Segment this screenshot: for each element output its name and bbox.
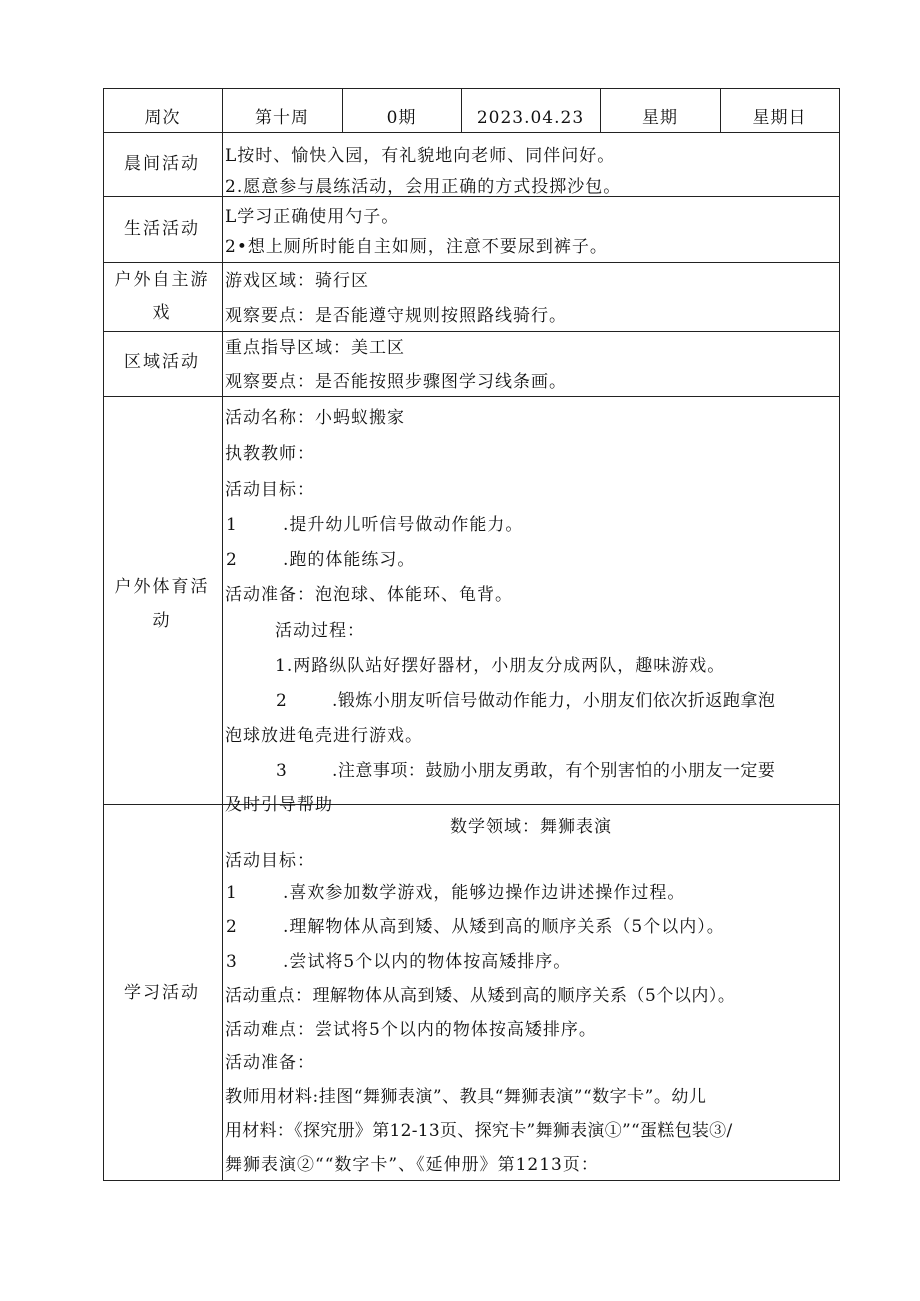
pe-step-2-line-1: .锻炼小朋友听信号做动作能力，小朋友们依次折返跑拿泡 bbox=[332, 691, 776, 711]
term-value: 0期 bbox=[386, 108, 417, 128]
pe-preparation: 活动准备：泡泡球、体能环、龟背。 bbox=[225, 585, 513, 605]
life-line-1: L学习正确使用勺子。 bbox=[225, 207, 400, 227]
life-line-2: 2•想上厕所时能自主如厕，注意不要尿到裤子。 bbox=[225, 237, 608, 257]
pe-goal-title: 活动目标： bbox=[225, 480, 315, 500]
pe-step-1: 1.两路纵队站好摆好器材，小朋友分成两队，趣味游戏。 bbox=[275, 656, 726, 676]
life-label: 生活活动 bbox=[124, 219, 200, 239]
row-divider bbox=[103, 132, 840, 133]
row-divider bbox=[103, 396, 840, 397]
weekday-value: 星期日 bbox=[752, 108, 807, 128]
outdoor-free-area: 游戏区域：骑行区 bbox=[225, 271, 369, 291]
week-value: 第十周 bbox=[255, 108, 309, 128]
table-border-right bbox=[839, 88, 840, 1180]
study-goal-2-number: 2 bbox=[226, 917, 238, 937]
pe-activity-name: 活动名称：小蚂蚁搬家 bbox=[225, 408, 405, 428]
study-difficulty: 活动难点：尝试将5个以内的物体按高矮排序。 bbox=[225, 1020, 597, 1040]
pe-goal-1-number: 1 bbox=[226, 515, 238, 535]
area-focus: 重点指导区域：美工区 bbox=[225, 338, 405, 358]
pe-step-3-line-2: 及时引导帮助 bbox=[225, 795, 333, 815]
pe-step-2-number: 2 bbox=[276, 691, 288, 711]
row-divider bbox=[103, 804, 840, 805]
study-goal-1: .喜欢参加数学游戏，能够边操作边讲述操作过程。 bbox=[283, 883, 686, 903]
study-goal-2: .理解物体从高到矮、从矮到高的顺序关系（5个以内）。 bbox=[283, 917, 725, 937]
pe-goal-1: .提升幼儿听信号做动作能力。 bbox=[283, 515, 524, 535]
study-goal-3-number: 3 bbox=[226, 952, 238, 972]
pe-process-title: 活动过程： bbox=[275, 621, 365, 641]
outdoor-free-label-line-2: 戏 bbox=[152, 303, 172, 323]
morning-line-1: L按时、愉快入园，有礼貌地向老师、同伴问好。 bbox=[225, 146, 616, 166]
study-title: 数学领域：舞狮表演 bbox=[450, 817, 612, 837]
area-label: 区域活动 bbox=[124, 352, 200, 372]
study-material-line-2: 用材料：《探究册》第12-13页、探究卡”舞狮表演①”“蛋糕包装③/ bbox=[225, 1121, 733, 1141]
pe-label-line-1: 户外体育活 bbox=[114, 577, 210, 597]
pe-step-3-line-1: .注意事项：鼓励小朋友勇敢，有个别害怕的小朋友一定要 bbox=[332, 761, 776, 781]
study-key-point: 活动重点：理解物体从高到矮、从矮到高的顺序关系（5个以内）。 bbox=[225, 986, 736, 1006]
study-material-line-1: 教师用材料:挂图“舞狮表演”、教具“舞狮表演”“数字卡”。幼儿 bbox=[225, 1087, 707, 1107]
pe-goal-2: .跑的体能练习。 bbox=[283, 550, 416, 570]
weekday-label: 星期 bbox=[642, 108, 678, 128]
study-goal-1-number: 1 bbox=[226, 883, 238, 903]
area-observation: 观察要点：是否能按照步骤图学习线条画。 bbox=[225, 372, 567, 392]
outdoor-free-label-line-1: 户外自主游 bbox=[114, 270, 210, 290]
week-label: 周次 bbox=[144, 108, 181, 128]
pe-goal-2-number: 2 bbox=[226, 550, 238, 570]
pe-label-line-2: 动 bbox=[152, 611, 172, 631]
outdoor-free-observation: 观察要点：是否能遵守规则按照路线骑行。 bbox=[225, 306, 567, 326]
study-goal-3: .尝试将5个以内的物体按高矮排序。 bbox=[283, 952, 572, 972]
pe-step-2-line-2: 泡球放进龟壳进行游戏。 bbox=[225, 726, 423, 746]
pe-step-3-number: 3 bbox=[276, 761, 288, 781]
table-border-bottom bbox=[103, 1180, 840, 1181]
pe-teacher: 执教教师： bbox=[225, 444, 315, 464]
morning-line-2: 2.愿意参与晨练活动，会用正确的方式投掷沙包。 bbox=[225, 177, 622, 197]
study-label: 学习活动 bbox=[124, 983, 200, 1003]
study-prep-title: 活动准备： bbox=[225, 1053, 315, 1073]
row-divider bbox=[103, 331, 840, 332]
study-material-line-3: 舞狮表演②““数字卡”、《延伸册》第1213页： bbox=[225, 1155, 599, 1175]
morning-label: 晨间活动 bbox=[124, 154, 200, 174]
study-goal-title: 活动目标： bbox=[225, 851, 315, 871]
label-column-divider bbox=[222, 88, 223, 1180]
table-border-top bbox=[103, 88, 840, 89]
date-value: 2023.04.23 bbox=[476, 108, 585, 128]
pe-clipped-text-area bbox=[223, 768, 839, 815]
